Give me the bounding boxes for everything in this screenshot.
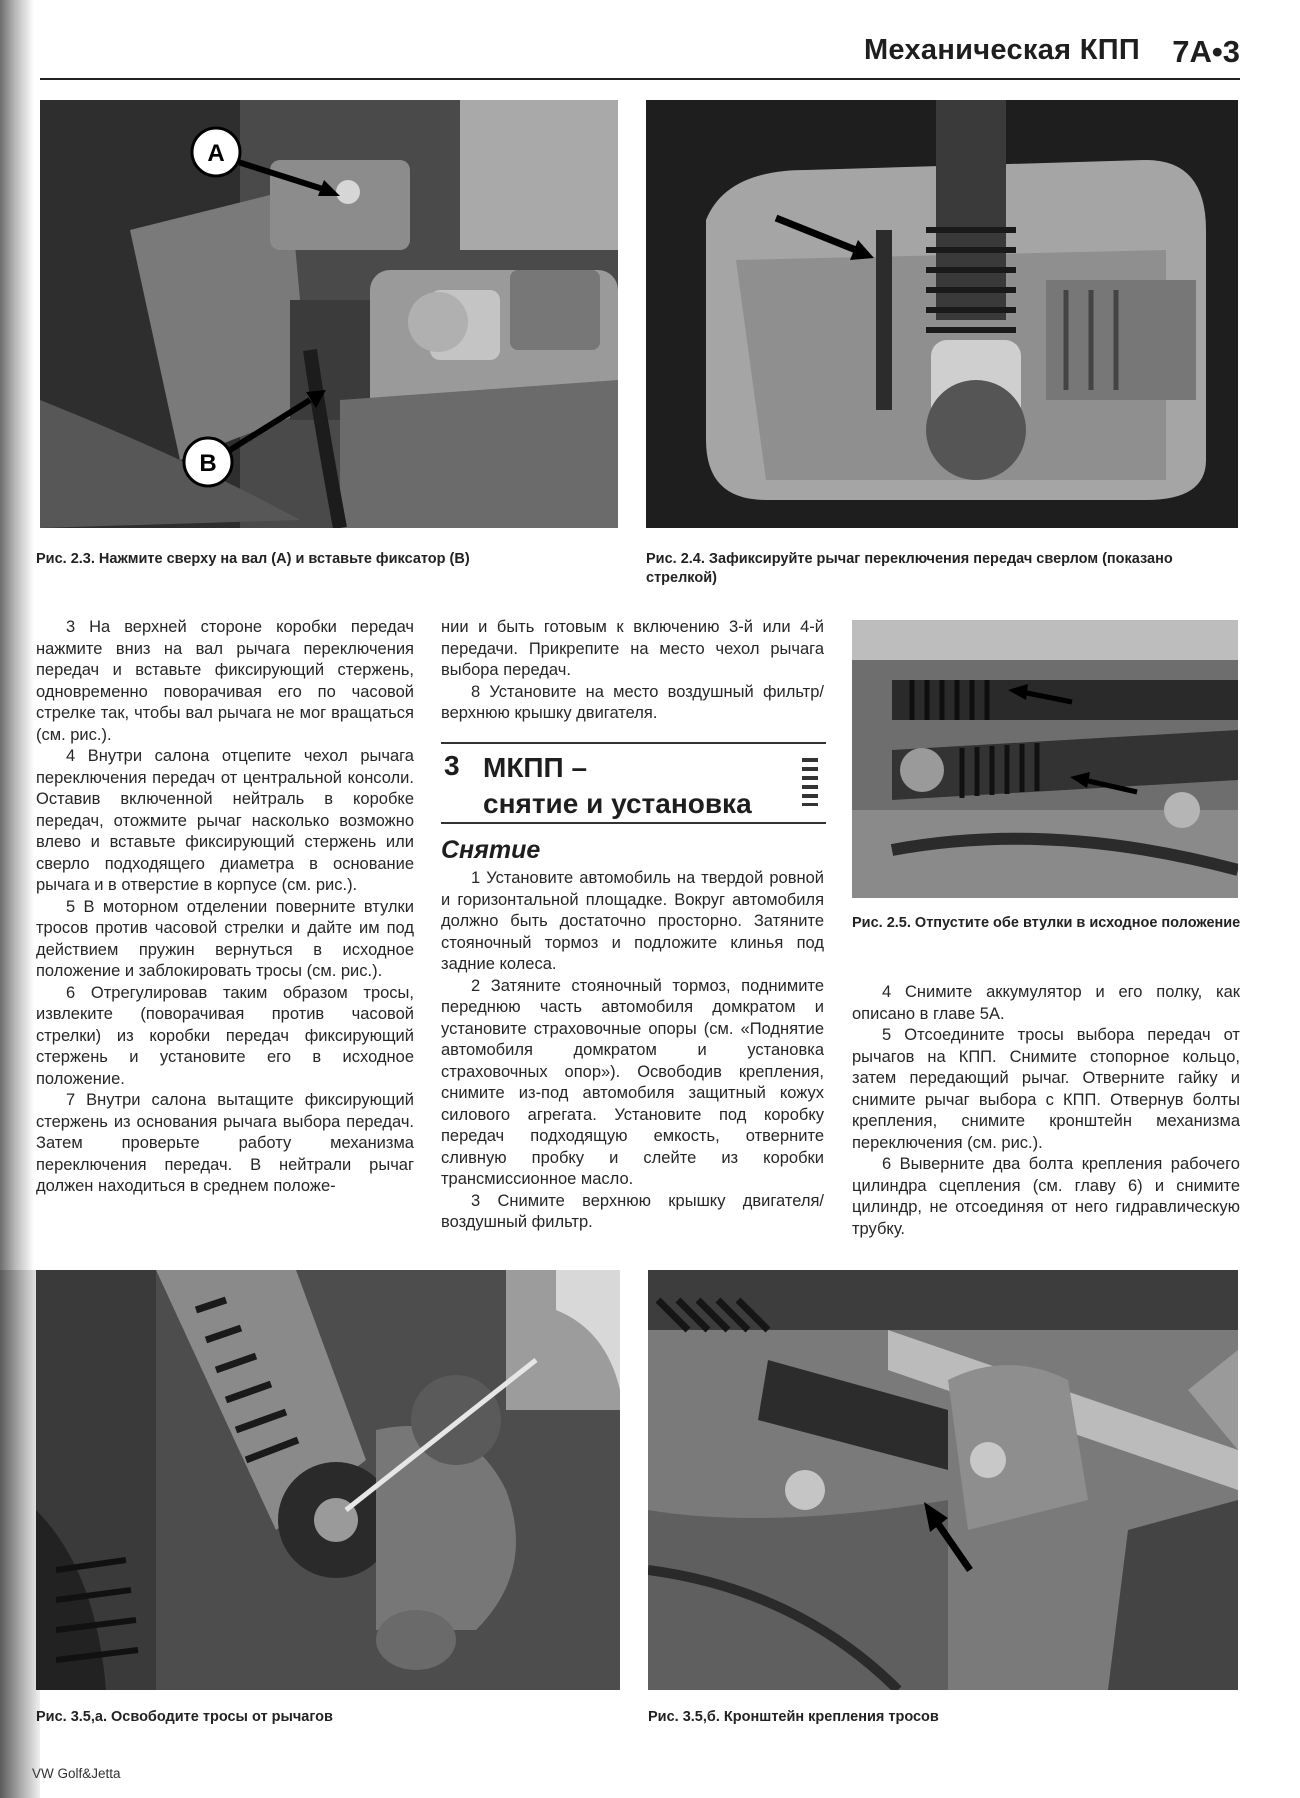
paragraph: 5 Отсоедините тросы выбора передач от рычагов на КПП. Снимите стопорное кольцо, затем передающий рычаг. Отверните гайку и снимите рычаг выбора с КПП. Отвернув болты крепления, снимите кронштейн механизма переключения (см. рис.). <box>852 1026 1240 1152</box>
page-edge-shadow-lower <box>0 1270 40 1798</box>
figure-3-5a-caption: Рис. 3.5,а. Освободите тросы от рычагов <box>36 1709 333 1725</box>
text-column-2-bottom <box>441 868 824 1234</box>
figure-3-5b-caption: Рис. 3.5,б. Кронштейн крепления тросов <box>648 1709 939 1725</box>
section-number: 3 <box>444 750 460 781</box>
paragraph: 5 В моторном отделении поверните втулки тросов против часовой стрелки и дайте им под действием пружин вернуться в исходное положение и заблокировать тросы (см. рис.). <box>36 897 414 980</box>
paragraph: 6 Отрегулировав таким образом тросы, извлеките (поворачивая против часовой стрелки) из коробки передач фиксирующий стержень и установите его в исходное положение. <box>36 983 414 1088</box>
figure-2-4-photo <box>646 100 1238 528</box>
section-title-line-2: снятие и установка <box>483 788 752 819</box>
paragraph: 3 Снимите верхнюю крышку двигателя/воздушный фильтр. <box>441 1191 824 1231</box>
page-number: 7A•3 <box>1172 34 1240 69</box>
section-marker <box>802 758 818 806</box>
svg-text:B: B <box>199 450 217 477</box>
figure-2-3-caption: Рис. 2.3. Нажмите сверху на вал (А) и вставьте фиксатор (B) <box>36 551 470 567</box>
page-header <box>40 34 1240 80</box>
paragraph: 4 Внутри салона отцепите чехол рычага переключения передач от центральной консоли. Оставив включенной нейтраль в коробке передач, отожмите рычаг насколько возможно влево и вставьте фиксирующий стержень или сверло подходящего диаметра в основание рычага и в отверстие в корпусе (см. рис.). <box>36 747 414 894</box>
paragraph: 4 Снимите аккумулятор и его полку, как описано в главе 5А. <box>852 983 1240 1023</box>
figure-2-3-photo <box>40 100 618 528</box>
section-title-line-1: МКПП – <box>483 752 588 783</box>
paragraph: нии и быть готовым к включению 3-й или 4-й передачи. Прикрепите на место чехол рычага выбора передач. <box>441 618 824 679</box>
figure-2-5-photo <box>852 620 1238 898</box>
figure-2-5-caption: Рис. 2.5. Отпустите обе втулки в исходное положение <box>852 915 1241 931</box>
svg-text:A: A <box>207 140 225 167</box>
paragraph: 8 Установите на место воздушный фильтр/верхнюю крышку двигателя. <box>441 682 824 722</box>
subsection-heading: Снятие <box>441 836 541 864</box>
paragraph: 2 Затяните стояночный тормоз, поднимите переднюю часть автомобиля домкратом и установите страховочные опоры (см. «Поднятие автомобиля домкратом и установка страховочных опор»). Освободив крепления, снимите из-под автомобиля защитный кожух силового агрегата. Установите под коробку передач подходящую емкость, отверните сливную пробку и слейте из коробки трансмиссионное масло. <box>441 976 824 1188</box>
paragraph: 7 Внутри салона вытащите фиксирующий стержень из основания рычага выбора передач. Затем проверьте работу механизма переключения передач. В нейтрали рычаг должен находиться в среднем положе- <box>36 1091 414 1195</box>
section-title <box>483 750 773 822</box>
chapter-title: Механическая КПП <box>863 34 1140 66</box>
section-heading <box>441 742 826 824</box>
paragraph: 6 Выверните два болта крепления рабочего цилиндра сцепления (см. главу 6) и снимите цилиндр, не отсоединяя от него гидравлическую трубку. <box>852 1155 1240 1238</box>
paragraph: 3 На верхней стороне коробки передач нажмите вниз на вал рычага переключения передач и вставьте фиксирующий стержень, одновременно поворачивая его по часовой стрелке так, чтобы вал рычага не мог вращаться (см. рис.). <box>36 618 414 744</box>
footer-book-title: VW Golf&Jetta <box>32 1766 121 1781</box>
figure-3-5b-photo <box>648 1270 1238 1690</box>
paragraph: 1 Установите автомобиль на твердой ровной и горизонтальной площадке. Вокруг автомобиля должно быть достаточно просторно. Затяните стояночный тормоз и подложите клинья под задние колеса. <box>441 869 824 973</box>
figure-2-4-caption: Рис. 2.4. Зафиксируйте рычаг переключения передач сверлом (показано стрелкой) <box>646 551 1173 586</box>
text-column-3 <box>852 982 1240 1240</box>
text-column-1 <box>36 617 414 1198</box>
text-column-2-top <box>441 617 824 725</box>
figure-3-5a-photo <box>36 1270 620 1690</box>
